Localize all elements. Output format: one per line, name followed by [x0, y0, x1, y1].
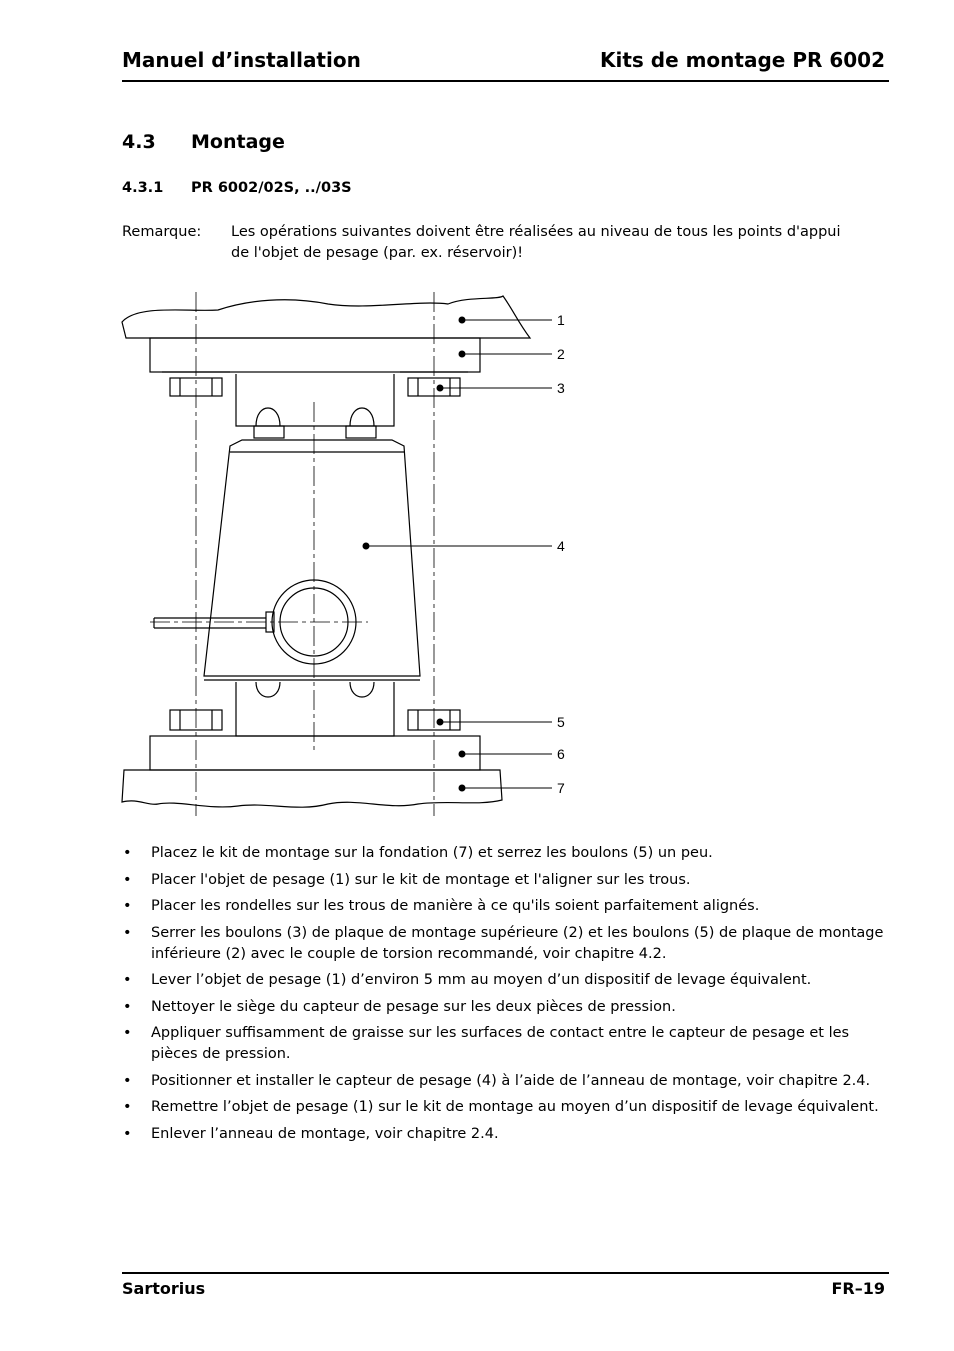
section-number: 4.3 — [122, 131, 156, 153]
callout-2: 2 — [557, 346, 565, 362]
callout-5: 5 — [557, 714, 565, 730]
callout-6: 6 — [557, 746, 565, 762]
list-item: • Appliquer suffisamment de graisse sur les surfaces de contact entre le capteur de pesage et les pièces de pression. — [123, 1025, 850, 1062]
list-item: • Placez le kit de montage sur la fondation (7) et serrez les boulons (5) un peu. — [123, 845, 713, 861]
list-item: • Positionner et installer le capteur de pesage (4) à l’aide de l’anneau de montage, voir chapitre 2.4. — [123, 1072, 871, 1089]
list-item: • Placer l'objet de pesage (1) sur le kit de montage et l'aligner sur les trous. — [123, 871, 691, 888]
callout-3: 3 — [557, 380, 565, 396]
lower-plate — [150, 736, 480, 770]
section-heading — [122, 131, 285, 153]
load-cell — [204, 440, 420, 676]
header-product: Kits de montage PR 6002 — [599, 48, 885, 72]
foundation-shape — [122, 770, 502, 807]
header-title: Manuel d’installation — [122, 48, 361, 72]
weighing-object-shape — [122, 296, 530, 338]
list-item: • Serrer les boulons (3) de plaque de montage supérieure (2) et les boulons (5) de plaque de montage inférieure (2) avec le couple de torsion recommandé, voir chapitre 4.2. — [123, 924, 884, 962]
lower-pressure-piece — [236, 682, 394, 736]
instruction-list — [122, 843, 887, 1150]
list-item: • Enlever l’anneau de montage, voir chapitre 2.4. — [123, 1125, 499, 1142]
mounting-kit-diagram — [118, 290, 588, 820]
subsection-number: 4.3.1 — [122, 180, 164, 196]
callout-1: 1 — [557, 312, 565, 328]
page-footer — [122, 1272, 889, 1298]
list-item: • Lever l’objet de pesage (1) d’environ 5 mm au moyen d’un dispositif de levage équivalent. — [123, 972, 812, 988]
list-item: • Remettre l’objet de pesage (1) sur le kit de montage au moyen d’un dispositif de levage équivalent. — [123, 1099, 879, 1115]
subsection-title: PR 6002/02S, ../03S — [191, 180, 352, 196]
footer-company: Sartorius — [122, 1279, 206, 1298]
section-title: Montage — [191, 131, 285, 153]
remark — [122, 222, 852, 264]
page-header — [122, 46, 889, 82]
upper-pressure-piece — [236, 374, 394, 426]
page-number: FR–19 — [831, 1279, 885, 1298]
callout-7: 7 — [557, 780, 565, 796]
list-item: • Placer les rondelles sur les trous de manière à ce qu'ils soient parfaitement alignés. — [123, 898, 760, 914]
remark-text: Les opérations suivantes doivent être réalisées au niveau de tous les points d'appui de l'objet de pesage (par. ex. réservoir)! — [231, 224, 841, 261]
list-item: • Nettoyer le siège du capteur de pesage sur les deux pièces de pression. — [123, 998, 676, 1015]
remark-label: Remarque: — [122, 224, 202, 240]
subsection-heading — [122, 180, 352, 196]
callout-4: 4 — [557, 538, 565, 554]
upper-plate — [150, 338, 480, 372]
